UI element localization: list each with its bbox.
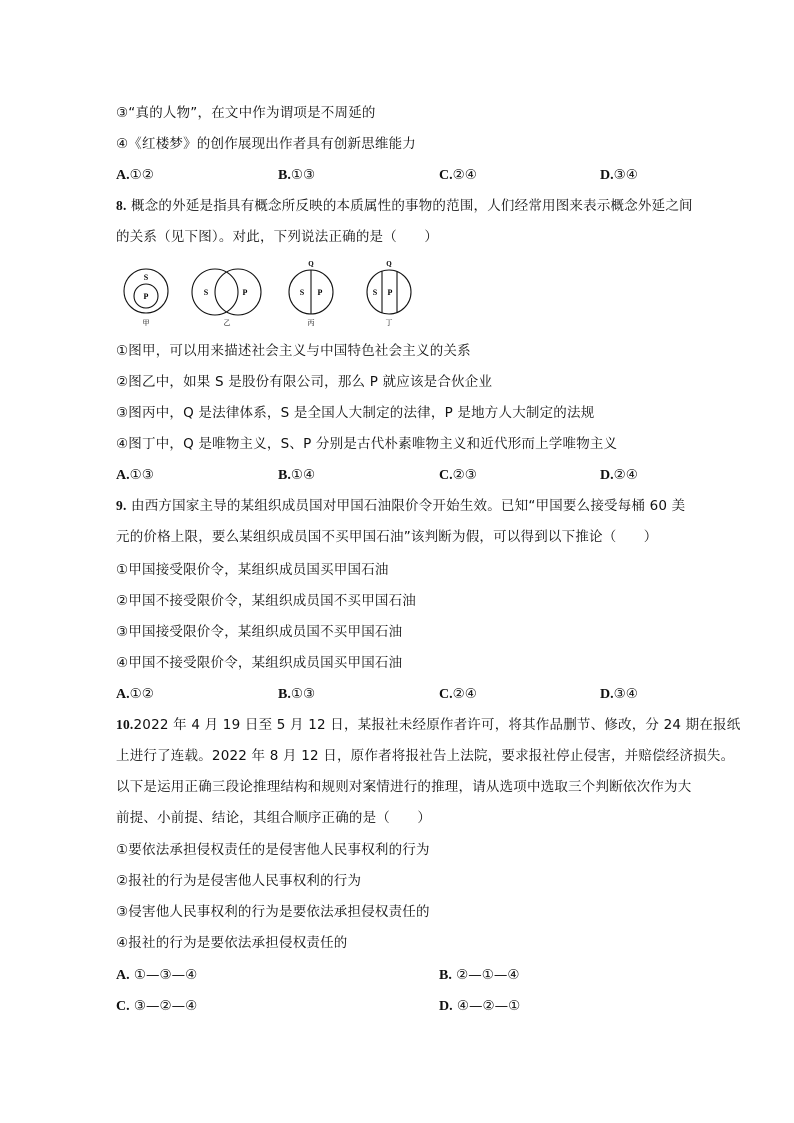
ding-caption: 丁 — [385, 319, 393, 327]
venn-diagrams — [116, 260, 436, 332]
q10-stem-line-4: 前提、小前提、结论，其组合顺序正确的是（ ） — [116, 810, 432, 826]
q10-option-d[interactable]: D. ④—②—① — [439, 998, 521, 1014]
yi-caption: 乙 — [223, 319, 231, 327]
q10-statement-3: ③侵害他人民事权利的行为是要依法承担侵权责任的 — [116, 904, 430, 920]
yi-left-label: S — [203, 288, 209, 297]
bing-left-label: S — [299, 288, 305, 297]
jia-outer-label: S — [143, 273, 149, 282]
q8-stem-line-1: 8. 概念的外延是指具有概念所反映的本质属性的事物的范围，人们经常用图来表示概念外延之间 — [116, 198, 693, 214]
q9-statement-4: ④甲国不接受限价令，某组织成员国买甲国石油 — [116, 655, 403, 671]
q8-option-a[interactable]: A.①③ — [116, 467, 154, 483]
q7-statement-4: ④《红楼梦》的创作展现出作者具有创新思维能力 — [116, 136, 417, 152]
diagram-ding — [367, 260, 411, 327]
q8-number: 8. — [116, 198, 127, 213]
q10-statement-4: ④报社的行为是要依法承担侵权责任的 — [116, 935, 348, 951]
ding-left-label: S — [372, 288, 378, 297]
q9-option-c[interactable]: C.②④ — [439, 686, 477, 702]
jia-inner-label: P — [143, 292, 149, 301]
q8-statement-4: ④图丁中，Q 是唯物主义，S、P 分别是古代朴素唯物主义和近代形而上学唯物主义 — [116, 436, 618, 452]
bing-right-label: P — [317, 288, 323, 297]
q9-stem-line-1: 9. 由西方国家主导的某组织成员国对甲国石油限价令开始生效。已知“甲国要么接受每桶 60 美 — [116, 498, 686, 514]
q10-stem-line-3: 以下是运用正确三段论推理结构和规则对案情进行的推理，请从选项中选取三个判断依次作为大 — [116, 779, 692, 795]
q9-statement-2: ②甲国不接受限价令，某组织成员国不买甲国石油 — [116, 593, 417, 609]
q7-option-a[interactable]: A.①② — [116, 167, 154, 183]
q10-statement-1: ①要依法承担侵权责任的是侵害他人民事权利的行为 — [116, 842, 430, 858]
q8-option-d[interactable]: D.②④ — [600, 467, 638, 483]
q8-options — [116, 465, 676, 485]
q8-statement-1: ①图甲，可以用来描述社会主义与中国特色社会主义的关系 — [116, 343, 471, 359]
q10-options-row-2 — [116, 996, 676, 1016]
q8-statement-2: ②图乙中，如果 S 是股份有限公司，那么 P 就应该是合伙企业 — [116, 374, 493, 390]
q9-statement-3: ③甲国接受限价令，某组织成员国不买甲国石油 — [116, 624, 403, 640]
q10-statement-2: ②报社的行为是侵害他人民事权利的行为 — [116, 873, 362, 889]
q8-stem-line-2: 的关系（见下图）。对此，下列说法正确的是（ ） — [116, 229, 439, 245]
q10-options-row-1 — [116, 965, 676, 985]
q10-stem-line-2: 上进行了连载。2022 年 8 月 12 日，原作者将报社告上法院，要求报社停止侵害，并赔偿经济损失。 — [116, 748, 735, 764]
diagram-bing — [289, 260, 333, 327]
q9-option-b[interactable]: B.①③ — [278, 686, 316, 702]
q10-number: 10. — [116, 717, 134, 732]
q10-option-b[interactable]: B. ②—①—④ — [439, 967, 520, 983]
q8-statement-3: ③图丙中，Q 是法律体系，S 是全国人大制定的法律，P 是地方人大制定的法规 — [116, 405, 595, 421]
q7-statement-3: ③“真的人物”，在文中作为谓项是不周延的 — [116, 105, 376, 121]
yi-right-label: P — [242, 288, 248, 297]
q9-stem-line-2: 元的价格上限，要么某组织成员国不买甲国石油”该判断为假，可以得到以下推论（ ） — [116, 529, 658, 545]
q7-option-b[interactable]: B.①③ — [278, 167, 316, 183]
ding-top-label: Q — [386, 260, 392, 268]
q7-option-d[interactable]: D.③④ — [600, 167, 638, 183]
q10-stem-line-1: 10.2022 年 4 月 19 日至 5 月 12 日，某报社未经原作者许可，将其作品删节、修改，分 24 期在报纸 — [116, 717, 741, 733]
q8-option-c[interactable]: C.②③ — [439, 467, 477, 483]
q8-option-b[interactable]: B.①④ — [278, 467, 316, 483]
diagram-jia — [124, 269, 168, 327]
bing-caption: 丙 — [307, 319, 315, 327]
q9-option-a[interactable]: A.①② — [116, 686, 154, 702]
bing-top-label: Q — [308, 260, 314, 268]
diagram-yi — [192, 269, 261, 327]
q7-options — [116, 165, 676, 185]
q9-option-d[interactable]: D.③④ — [600, 686, 638, 702]
q9-statement-1: ①甲国接受限价令，某组织成员国买甲国石油 — [116, 562, 389, 578]
q9-options — [116, 684, 676, 704]
jia-caption: 甲 — [142, 319, 150, 327]
q10-option-c[interactable]: C. ③—②—④ — [116, 998, 198, 1014]
ding-right-label: P — [387, 288, 393, 297]
q10-option-a[interactable]: A. ①—③—④ — [116, 967, 198, 983]
q7-option-c[interactable]: C.②④ — [439, 167, 477, 183]
q9-number: 9. — [116, 498, 127, 513]
